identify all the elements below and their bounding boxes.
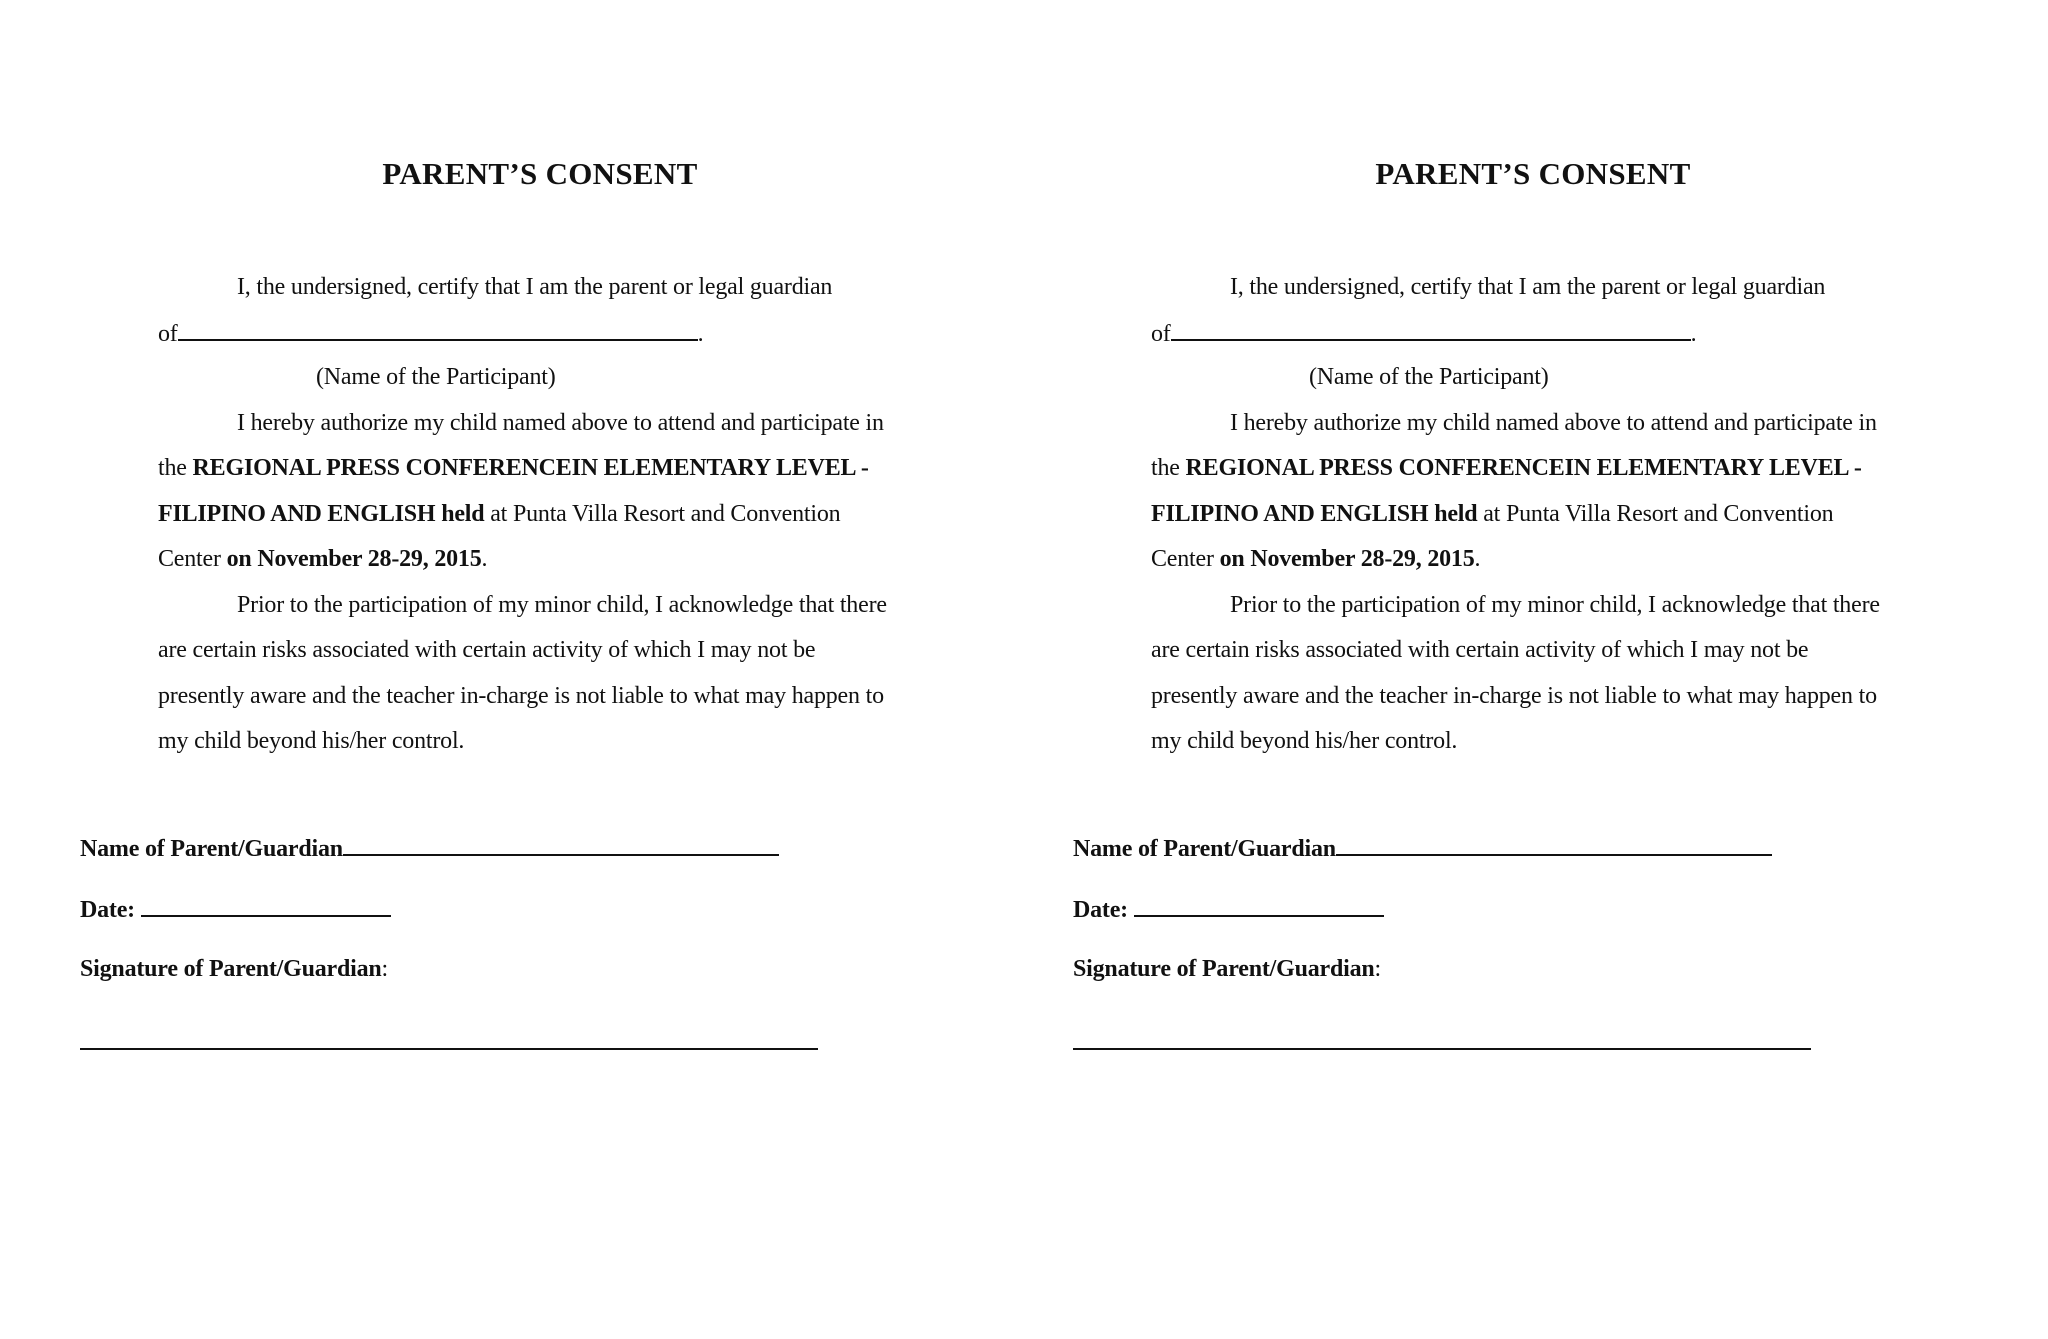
authorize-line-3 [158, 499, 840, 529]
of-suffix: . [1690, 321, 1697, 347]
signature-colon: : [1374, 956, 1382, 982]
event-name-part-1: REGIONAL PRESS CONFERENCEIN ELEMENTARY LEVEL - [192, 455, 869, 481]
participant-name-blank[interactable] [178, 317, 698, 341]
consent-form-left [0, 0, 1010, 1339]
risk-line-3: presently aware and the teacher in-charge is not liable to what may happen to [158, 683, 884, 709]
center-word: Center [1151, 546, 1220, 572]
event-date: on November 28-29, 2015 [1219, 546, 1475, 572]
participant-name-blank[interactable] [1171, 317, 1691, 341]
risk-line-2: are certain risks associated with certain activity of which I may not be [1151, 637, 1809, 663]
signature-label: Signature of Parent/Guardian [80, 956, 382, 982]
risk-line-1: Prior to the participation of my minor child, I acknowledge that there [1230, 592, 1880, 618]
authorize-line-4 [158, 544, 487, 574]
form-title: PARENT’S CONSENT [382, 156, 698, 191]
event-name-part-2: FILIPINO AND ENGLISH held [158, 501, 485, 527]
authorize-line-4 [1151, 544, 1480, 574]
parent-name-blank[interactable] [1336, 832, 1772, 856]
of-prefix: of [1151, 321, 1171, 347]
event-name-part-2: FILIPINO AND ENGLISH held [1151, 501, 1478, 527]
authorize-line-2 [158, 453, 869, 483]
date-label: Date: [80, 897, 135, 923]
of-prefix: of [158, 321, 178, 347]
risk-line-4: my child beyond his/her control. [158, 728, 465, 754]
signature-blank[interactable] [1073, 1048, 1811, 1050]
form-title: PARENT’S CONSENT [1375, 156, 1691, 191]
parent-name-label: Name of Parent/Guardian [1073, 836, 1336, 862]
period: . [481, 546, 488, 572]
parent-name-row [1073, 832, 1772, 864]
authorize-line-3 [1151, 499, 1833, 529]
the-word: the [158, 455, 193, 481]
authorize-line-1: I hereby authorize my child named above to attend and participate in [237, 410, 884, 436]
certify-line: I, the undersigned, certify that I am the parent or legal guardian [1230, 274, 1826, 300]
date-row [80, 893, 391, 925]
date-blank[interactable] [1134, 893, 1384, 917]
participant-name-row [158, 317, 703, 349]
event-name-part-1: REGIONAL PRESS CONFERENCEIN ELEMENTARY LEVEL - [1185, 455, 1862, 481]
venue-text: at Punta Villa Resort and Convention [1477, 501, 1834, 527]
date-label: Date: [1073, 897, 1128, 923]
signature-row [80, 954, 388, 984]
date-row [1073, 893, 1384, 925]
center-word: Center [158, 546, 227, 572]
signature-row [1073, 954, 1381, 984]
parent-name-row [80, 832, 779, 864]
event-date: on November 28-29, 2015 [226, 546, 482, 572]
venue-text: at Punta Villa Resort and Convention [484, 501, 841, 527]
date-blank[interactable] [141, 893, 391, 917]
of-suffix: . [697, 321, 704, 347]
risk-line-2: are certain risks associated with certain activity of which I may not be [158, 637, 816, 663]
parent-name-blank[interactable] [343, 832, 779, 856]
certify-line: I, the undersigned, certify that I am the parent or legal guardian [237, 274, 833, 300]
signature-label: Signature of Parent/Guardian [1073, 956, 1375, 982]
signature-colon: : [381, 956, 389, 982]
participant-caption: (Name of the Participant) [316, 364, 556, 390]
authorize-line-1: I hereby authorize my child named above to attend and participate in [1230, 410, 1877, 436]
signature-blank[interactable] [80, 1048, 818, 1050]
consent-form-right [993, 0, 2003, 1339]
risk-line-1: Prior to the participation of my minor child, I acknowledge that there [237, 592, 887, 618]
risk-line-4: my child beyond his/her control. [1151, 728, 1458, 754]
parent-name-label: Name of Parent/Guardian [80, 836, 343, 862]
participant-name-row [1151, 317, 1696, 349]
period: . [1474, 546, 1481, 572]
participant-caption: (Name of the Participant) [1309, 364, 1549, 390]
the-word: the [1151, 455, 1186, 481]
authorize-line-2 [1151, 453, 1862, 483]
risk-line-3: presently aware and the teacher in-charge is not liable to what may happen to [1151, 683, 1877, 709]
